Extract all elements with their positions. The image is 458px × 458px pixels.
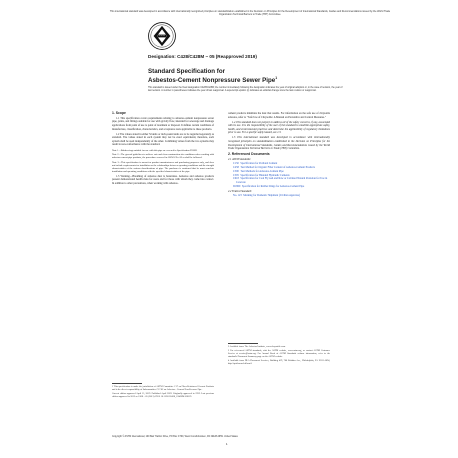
paragraph-1-3: 1.3 Warning—Breathing of asbestos dust is hazardous. Asbestos and asbestos products present demonstrated health risks for users and for those with whom they come into contact. In addition to other precautions, when working with asbestos- xyxy=(112,174,214,186)
reference-item[interactable] xyxy=(233,194,330,198)
standards-notice: This international standard was developed in accordance with internationally recognized principles on standardization established in the Decision on Principles for the Development of International Standards, Guides and Recommendations issued by the World Trade Organization Technical Barriers to Trade (TBT) Committee. xyxy=(109,10,391,17)
paragraph-1-2: 1.2 The values stated in either SI units or inch-pound units are to be regarded separately as standard. The values stated in each system may not be exact equivalents; therefore, each system shall be used independently of the other. Combining values from the two systems may result in non-conformance with the standard. xyxy=(112,132,214,147)
paragraph-1-4: 1.4 This standard does not purport to address all of the safety concerns, if any, associated with its use. It is the responsibility of the user of this standard to establish appropriate safety, health, and environmental practices and determine the applicability of regulatory limitations prior to use. For a specific safety hazard, see 1.3. xyxy=(228,120,330,135)
paragraph-1-3-continued: cement products minimize the dust that results. For information on the safe use of chrysotile asbestos, refer to "Safe Use of Chrysotile: A Manual on Preventive and Control Measures." xyxy=(228,112,330,119)
footnote: 3 For referenced ASTM standards, visit the ASTM website, www.astm.org, or contact ASTM Customer Service at service@astm.org. For Annual Book of ASTM Standards volume information, refer to the standard's Document Summary page on the ASTM website. xyxy=(228,350,330,358)
reference-item[interactable] xyxy=(233,185,330,189)
note-1: Note 1—Rubber-rings suitable for use with this pipe are covered in Specification D1869. xyxy=(112,148,198,152)
reference-title[interactable]: Marking for Domestic Shipment (Civilian Agencies) xyxy=(243,193,300,197)
title-footnote-mark: 1 xyxy=(275,76,278,81)
reference-title[interactable]: Specification for Rubber Rings for Asbestos-Cement Pipe xyxy=(241,184,305,188)
reference-code[interactable]: C458 xyxy=(233,165,239,169)
referenced-documents-heading: 2. Referenced Documents xyxy=(228,151,270,156)
reference-title[interactable]: Specification for Blended Hydraulic Cements xyxy=(240,173,290,177)
document-title xyxy=(148,68,348,85)
page-number: 1 xyxy=(226,442,228,446)
title-line-1: Standard Specification for xyxy=(148,68,226,75)
reference-code[interactable]: No. 123 xyxy=(233,193,242,197)
note-3: Note 3—This specification is meant for product manufacturers and purchasing purposes only, and does not include requirements for installation or the relationships between operating conditions and the strength characteristics of the various classifications of pipe. The purchaser is cautioned that he must correlate installation and operating conditions with the specified characteristics of the pipe. xyxy=(112,160,214,174)
reference-item[interactable] xyxy=(233,177,330,184)
reference-title[interactable]: Test Method for Organic Fiber Content of Asbestos-Cement Products xyxy=(240,165,315,169)
reference-code[interactable]: C500 xyxy=(233,169,239,173)
reference-code[interactable]: C595 xyxy=(233,173,239,177)
footnote: 4 Available from DLA Document Services, Building 4/D, 700 Robbins Ave., Philadelphia, PA 19111-5094, http://quicksearch.dla.mil. xyxy=(228,360,330,365)
left-column xyxy=(112,112,214,187)
reference-code[interactable]: C618 xyxy=(233,177,239,181)
footnotes-right xyxy=(228,346,330,367)
title-line-2 xyxy=(148,75,348,84)
note-2: Note 2—The general guidelines to achieve safe and clean construction site conditions when working with asbestos-cement pipe products, the procedures covered in AWWA No. 66 or shall be followed. xyxy=(112,153,214,160)
reference-title[interactable]: Specification for Coal Fly Ash and Raw or Calcined Natural Pozzolan for Use in Concrete xyxy=(236,177,328,185)
footnote: Current edition approved April 15, 2019. Published April 2019. Originally approved in 1959. Last previous edition approved in 2013 as C428 – 05 (2013). DOI: 10.1520/C0428_C0428M-05R19. xyxy=(112,393,214,398)
astm-standards-heading: 2.1 ASTM Standards: xyxy=(228,157,252,161)
right-column xyxy=(228,112,330,198)
reference-code[interactable]: D1869 xyxy=(233,184,241,188)
footnote: 1 This specification is under the jurisdiction of ASTM Committee C17 on Fiber-Reinforced Cement Products and is the direct responsibility of Subcommittee C17.02 on Asbestos - Cement Non-Pressure Pipe. xyxy=(112,386,214,391)
designation: Designation: C428/C428M − 05 (Reapproved 2019) xyxy=(148,54,257,59)
reference-title[interactable]: Specification for Portland Cement xyxy=(240,161,278,165)
paragraph-1-1: 1.1 This specification covers requirements relating to asbestos-cement nonpressure sewer pipe, joints, and fittings suitable for use with gravity flow, intended for sewerage and drainage applications from point of use to point of treatment or disposal. It defines certain conditions of manufacture, classification, characteristics, and acceptance tests applicable to these products. xyxy=(112,116,214,131)
footnote: 2 Available from: The Asbestos Institute, www.chrysotile.com. xyxy=(228,346,286,348)
scope-heading: 1. Scope xyxy=(112,111,126,115)
footnote-divider xyxy=(112,383,142,384)
reference-code[interactable]: C150 xyxy=(233,161,239,165)
copyright-footer: Copyright © ASTM International, 100 Barr Harbor Drive, PO Box C700, West Conshohocken, PA 19428-2959. United States xyxy=(112,436,238,438)
reference-title[interactable]: Test Methods for Asbestos-Cement Pipe xyxy=(240,169,284,173)
astm-reference-list xyxy=(228,162,330,189)
title-main: Asbestos-Cement Nonpressure Sewer Pipe xyxy=(148,77,276,85)
federal-standard-heading: 2.2 Federal Standard: xyxy=(228,189,252,193)
astm-logo-icon xyxy=(148,22,176,50)
paragraph-1-5: 1.5 This international standard was developed in accordance with internationally recognized principles on standardization established in the Decision on Principles for the Development of International Standards, Guides and Recommendations issued by the World Trade Organization Technical Barriers to Trade (TBT) Committee. xyxy=(228,136,330,151)
standard-issuance-note: This standard is issued under the fixed designation C428/C428M; the number immediately following the designation indicates the year of original adoption or, in the case of revision, the year of last revision. A number in parentheses indicates the year of last reapproval. A superscript epsilon (ε) indicates an editorial change since the last revision or reapproval. xyxy=(148,87,343,92)
footnote-divider xyxy=(228,343,258,344)
footnotes-left xyxy=(112,386,214,400)
